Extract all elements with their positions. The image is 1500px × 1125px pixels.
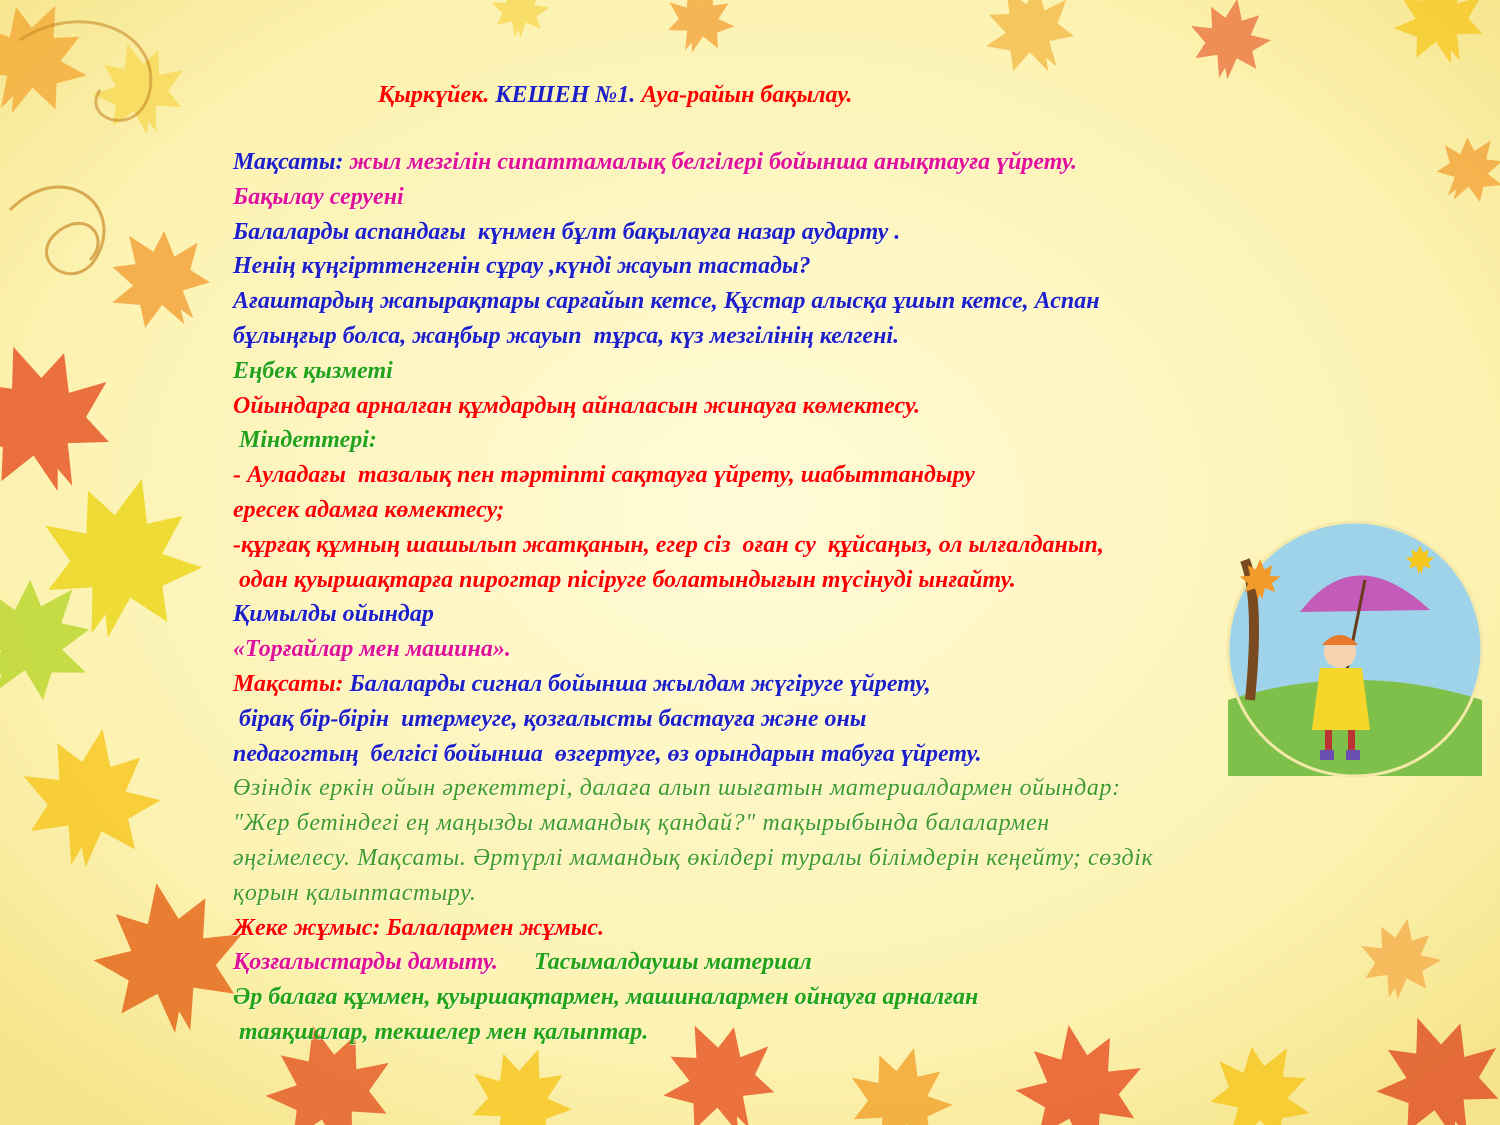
text-line xyxy=(233,145,1077,179)
text-segment: Бақылау серуені xyxy=(233,183,404,210)
text-segment: Еңбек қызметі xyxy=(233,357,393,384)
text-segment: әңгімелесу. Мақсаты. Әртүрлі мамандық өкілдері туралы білімдерін кеңейту; сөздік xyxy=(233,845,1154,871)
text-segment: қорын қалыптастыру. xyxy=(233,879,477,906)
text-segment: Мақсаты: xyxy=(233,671,350,697)
text-segment: бұлыңғыр болса, жаңбыр жауып тұрса, күз мезгілінің келгені. xyxy=(233,323,900,349)
text-segment: таяқшалар, текшелер мен қалыптар. xyxy=(233,1019,649,1045)
text-line xyxy=(233,284,1100,318)
title-month: Қыркүйек. xyxy=(378,82,490,108)
text-segment: бірақ бір-бірін итермеуге, қозғалысты бастауға және оны xyxy=(233,705,867,732)
text-segment: -құрғақ құмның шашылып жатқанын, егер сіз оған су құйсаңыз, ол ылғалданып, xyxy=(233,531,1104,558)
text-line xyxy=(233,806,1050,840)
text-segment: педагогтың белгісі бойынша өзгертуге, өз орындарын табуға үйрету. xyxy=(233,740,982,767)
text-segment: Өзіндік еркін ойын әрекеттері, далаға алып шығатын материалдармен ойындар: xyxy=(233,775,1121,802)
text-segment: Балаларды аспандағы күнмен бұлт бақылауға назар аударту . xyxy=(233,218,901,245)
text-segment: Ойындарға арналған құмдардың айналасын жинауға көмектесу. xyxy=(233,392,921,419)
text-line xyxy=(233,319,899,353)
text-segment: Ағаштардың жапырақтары сарғайып кетсе, Құстар алысқа ұшып кетсе, Аспан xyxy=(233,288,1100,315)
text-segment: Тасымалдаушы материал xyxy=(497,949,812,976)
text-line xyxy=(233,702,866,736)
text-line xyxy=(233,597,434,631)
title-complex: КЕШЕН №1. xyxy=(495,82,636,108)
text-segment: Қимылды ойындар xyxy=(233,601,434,628)
text-segment: Ненің күңгірттенгенін сұрау ,күнді жауып тастады? xyxy=(233,253,811,280)
text-segment: Жеке жұмыс: Балалармен жұмыс. xyxy=(233,914,605,941)
text-line xyxy=(233,493,504,527)
text-segment: Балаларды сигнал бойынша жылдам жүгіруге үйрету, xyxy=(349,671,931,697)
text-line xyxy=(233,771,1121,805)
text-line xyxy=(233,249,811,283)
text-line xyxy=(233,180,404,214)
text-line xyxy=(233,667,931,701)
text-segment: жыл мезгілін сипаттамалық белгілері бойынша анықтауға үйрету. xyxy=(349,149,1077,175)
page-title xyxy=(378,78,852,112)
text-line xyxy=(233,423,377,457)
text-line xyxy=(233,389,920,423)
text-segment: одан қуыршақтарға пирогтар пісіруге болатындығын түсінуді ынғайту. xyxy=(233,566,1016,593)
text-line xyxy=(233,876,476,910)
text-line xyxy=(233,563,1016,597)
title-topic: Ауа-райын бақылау. xyxy=(641,82,853,108)
text-line xyxy=(233,354,393,388)
text-line xyxy=(233,632,511,666)
text-line xyxy=(233,458,975,492)
text-segment: Әр балаға құммен, қуыршақтармен, машиналармен ойнауға арналған xyxy=(233,984,979,1011)
text-segment: Мақсаты: xyxy=(233,149,350,175)
text-line xyxy=(233,945,812,979)
girl-umbrella-illustration xyxy=(1228,522,1482,776)
text-line xyxy=(233,1015,648,1049)
text-line xyxy=(233,737,982,771)
text-segment: "Жер бетіндегі ең маңызды мамандық қандай?" тақырыбында балалармен xyxy=(233,810,1050,837)
text-segment: Қозғалыстарды дамыту. xyxy=(233,949,498,976)
text-line xyxy=(233,215,900,249)
text-line xyxy=(233,911,604,945)
text-segment: ересек адамға көмектесу; xyxy=(233,497,505,523)
text-segment: «Торғайлар мен машина». xyxy=(233,636,511,663)
text-segment: - Ауладағы тазалық пен тәртіпті сақтауға үйрету, шабыттандыру xyxy=(233,462,975,489)
text-line xyxy=(233,980,978,1014)
text-segment: Міндеттері: xyxy=(233,427,377,454)
text-line xyxy=(233,528,1104,562)
text-line xyxy=(233,841,1153,875)
